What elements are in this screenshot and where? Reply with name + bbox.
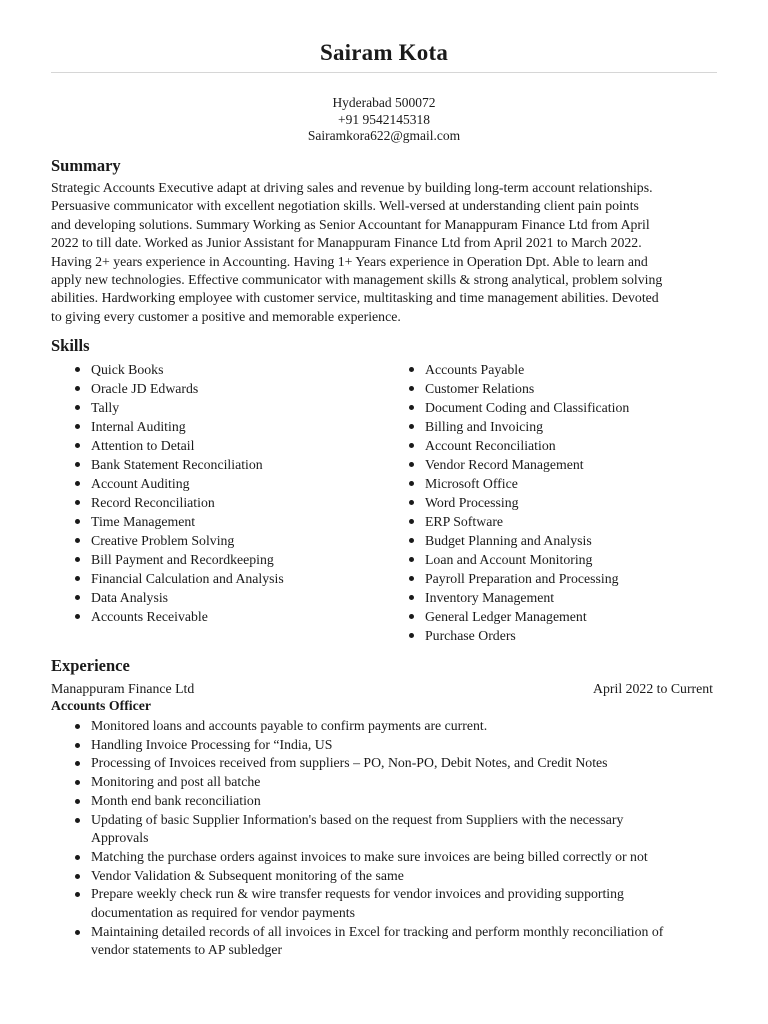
skill-item: Account Reconciliation xyxy=(408,436,629,455)
skill-item: Customer Relations xyxy=(408,379,629,398)
job-dates: April 2022 to Current xyxy=(593,681,713,696)
duty-text: Handling Invoice Processing for “India, US xyxy=(91,736,333,752)
summary-line: Persuasive communicator with excellent negotiation skills. Well-versed at understanding client pain points xyxy=(51,198,639,214)
skill-item: Billing and Invoicing xyxy=(408,417,629,436)
address: Hyderabad 500072 xyxy=(332,95,436,110)
skill-item: Data Analysis xyxy=(74,588,284,607)
duty-item xyxy=(74,736,724,755)
skill-item: Document Coding and Classification xyxy=(408,398,629,417)
skill-item: ERP Software xyxy=(408,512,629,531)
job-header xyxy=(51,680,713,698)
summary-line: Having 2+ years experience in Accounting. Having 1+ Years experience in Operation Dpt. Able to learn and xyxy=(51,253,648,269)
skills-list-right xyxy=(408,360,629,645)
duty-text: Updating of basic Supplier Information's based on the request from Suppliers with the necessary xyxy=(91,811,624,827)
duty-item xyxy=(74,754,724,773)
summary-line: 2022 to till date. Worked as Junior Assistant for Manappuram Finance Ltd from April 2021 to March 2022. xyxy=(51,235,642,251)
duty-text: Monitoring and post all batche xyxy=(91,774,261,790)
duty-text: Matching the purchase orders against invoices to make sure invoices are being billed correctly or not xyxy=(91,848,648,864)
candidate-name: Sairam Kota xyxy=(319,40,449,65)
duty-text-continued: Approvals xyxy=(91,830,149,846)
duty-item xyxy=(74,717,724,736)
duty-text: Vendor Validation & Subsequent monitoring of the same xyxy=(91,867,404,883)
skill-item: Inventory Management xyxy=(408,588,629,607)
duty-item xyxy=(74,885,724,922)
duties-list xyxy=(74,717,724,960)
skill-item: Oracle JD Edwards xyxy=(74,379,284,398)
job-title: Accounts Officer xyxy=(51,698,151,713)
skill-item: Purchase Orders xyxy=(408,626,629,645)
summary-text xyxy=(51,179,721,326)
summary-line: Strategic Accounts Executive adapt at driving sales and revenue by building long-term account relationships. xyxy=(51,180,653,195)
company-name: Manappuram Finance Ltd xyxy=(51,681,195,696)
skill-item: Accounts Payable xyxy=(408,360,629,379)
skill-item: Microsoft Office xyxy=(408,474,629,493)
skill-item: Attention to Detail xyxy=(74,436,284,455)
skill-item: General Ledger Management xyxy=(408,607,629,626)
duty-item xyxy=(74,773,724,792)
skill-item: Quick Books xyxy=(74,360,284,379)
duty-item xyxy=(74,867,724,886)
duty-text: Prepare weekly check run & wire transfer requests for vendor invoices and providing supporting xyxy=(91,886,624,902)
summary-heading: Summary xyxy=(51,156,121,175)
skill-item: Account Auditing xyxy=(74,474,284,493)
contact-block xyxy=(0,95,768,145)
skill-item: Vendor Record Management xyxy=(408,455,629,474)
duty-text: Processing of Invoices received from suppliers – PO, Non-PO, Debit Notes, and Credit Notes xyxy=(91,755,608,771)
skill-item: Creative Problem Solving xyxy=(74,531,284,550)
duty-text: Month end bank reconciliation xyxy=(91,792,261,808)
skill-item: Loan and Account Monitoring xyxy=(408,550,629,569)
skill-item: Accounts Receivable xyxy=(74,607,284,626)
duty-item xyxy=(74,792,724,811)
header-divider xyxy=(51,72,717,73)
skill-item: Record Reconciliation xyxy=(74,493,284,512)
skills-heading: Skills xyxy=(51,336,90,355)
skill-item: Budget Planning and Analysis xyxy=(408,531,629,550)
duty-item xyxy=(74,848,724,867)
summary-line: and developing solutions. Summary Working as Senior Accountant for Manappuram Finance Ltd from April xyxy=(51,216,650,232)
skill-item: Payroll Preparation and Processing xyxy=(408,569,629,588)
summary-line: abilities. Hardworking employee with customer service, multitasking and time management abilities. Devoted xyxy=(51,290,659,306)
skills-list-left xyxy=(74,360,284,626)
duty-text: Maintaining detailed records of all invoices in Excel for tracking and perform monthly reconciliation of xyxy=(91,923,664,939)
email: Sairamkora622@gmail.com xyxy=(307,128,461,143)
skill-item: Tally xyxy=(74,398,284,417)
skill-item: Bill Payment and Recordkeeping xyxy=(74,550,284,569)
skill-item: Word Processing xyxy=(408,493,629,512)
duty-text-continued: vendor statements to AP subledger xyxy=(91,942,283,958)
duty-item xyxy=(74,923,724,960)
skill-item: Financial Calculation and Analysis xyxy=(74,569,284,588)
skill-item: Bank Statement Reconciliation xyxy=(74,455,284,474)
summary-line: apply new technologies. Effective communicator with management skills & strong analytical, problem solving xyxy=(51,272,663,288)
experience-heading: Experience xyxy=(51,656,130,675)
duty-item xyxy=(74,811,724,848)
summary-line: to giving every customer a positive and memorable experience. xyxy=(51,308,401,324)
skill-item: Time Management xyxy=(74,512,284,531)
duty-text: Monitored loans and accounts payable to confirm payments are current. xyxy=(91,718,488,733)
skill-item: Internal Auditing xyxy=(74,417,284,436)
phone: +91 9542145318 xyxy=(338,111,430,127)
duty-text-continued: documentation as required for vendor payments xyxy=(91,905,355,921)
